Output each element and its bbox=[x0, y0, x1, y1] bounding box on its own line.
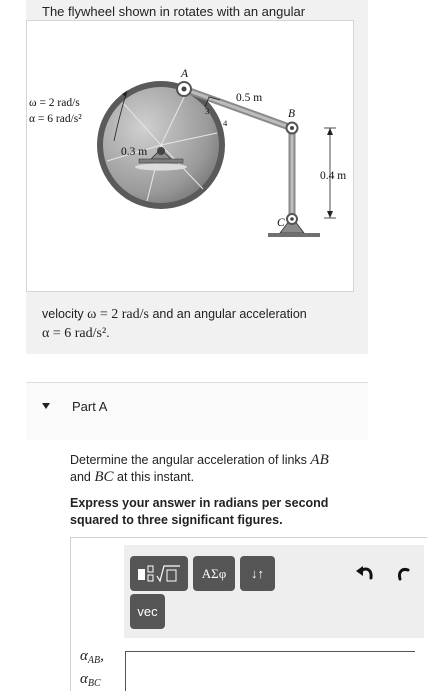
flywheel-figure bbox=[26, 20, 354, 292]
collapse-arrow-icon[interactable] bbox=[42, 403, 50, 409]
greek-symbols-button[interactable]: ΑΣφ bbox=[193, 556, 235, 591]
problem-statement bbox=[42, 305, 307, 343]
problem-header-text: The flywheel shown in rotates with an angular bbox=[42, 4, 306, 19]
problem-line-2: α = 6 rad/s². bbox=[42, 326, 110, 341]
answer-variable-labels bbox=[80, 647, 104, 691]
point-b-label: B bbox=[288, 108, 296, 120]
ground-c bbox=[268, 233, 320, 237]
point-a-label: A bbox=[181, 68, 189, 80]
undo-icon[interactable] bbox=[355, 562, 377, 584]
link-bc-symbol: BC bbox=[94, 469, 114, 485]
flywheel-diagram bbox=[27, 21, 355, 293]
alpha-ab-label: $\alpha_{AB}$, bbox=[80, 648, 104, 666]
center-pin bbox=[157, 147, 165, 155]
alpha-label: α = 6 rad/s² bbox=[29, 113, 82, 125]
template-radical-icon bbox=[136, 563, 182, 585]
point-c-label: C bbox=[277, 217, 285, 229]
part-a-title: Part A bbox=[72, 399, 108, 414]
answer-instruction: Express your answer in radians per second squared to three significant figures. bbox=[70, 496, 329, 527]
answer-input[interactable] bbox=[125, 651, 415, 691]
redo-icon[interactable] bbox=[396, 562, 410, 584]
height-bc-label: 0.4 m bbox=[320, 170, 347, 182]
template-button[interactable] bbox=[130, 556, 188, 591]
alpha-bc-label: $\alpha_{BC}$ bbox=[80, 671, 101, 689]
vector-button[interactable]: vec bbox=[130, 594, 165, 629]
radius-label: 0.3 m bbox=[121, 146, 148, 158]
slope-run-label: 4 bbox=[223, 118, 228, 128]
subscript-superscript-button[interactable]: ↓↑ bbox=[240, 556, 275, 591]
problem-line-1: velocity ω = 2 rad/s and an angular acceleration bbox=[42, 307, 307, 322]
part-a-question: Determine the angular acceleration of links AB and BC at this instant. bbox=[70, 452, 329, 485]
link-ab-symbol: AB bbox=[310, 452, 329, 468]
omega-label: ω = 2 rad/s bbox=[29, 97, 80, 109]
slope-rise-label: 3 bbox=[205, 106, 210, 116]
alpha-equation: α = 6 rad/s² bbox=[42, 326, 107, 341]
length-ab-label: 0.5 m bbox=[236, 92, 263, 104]
omega-equation: ω = 2 rad/s bbox=[87, 307, 149, 322]
